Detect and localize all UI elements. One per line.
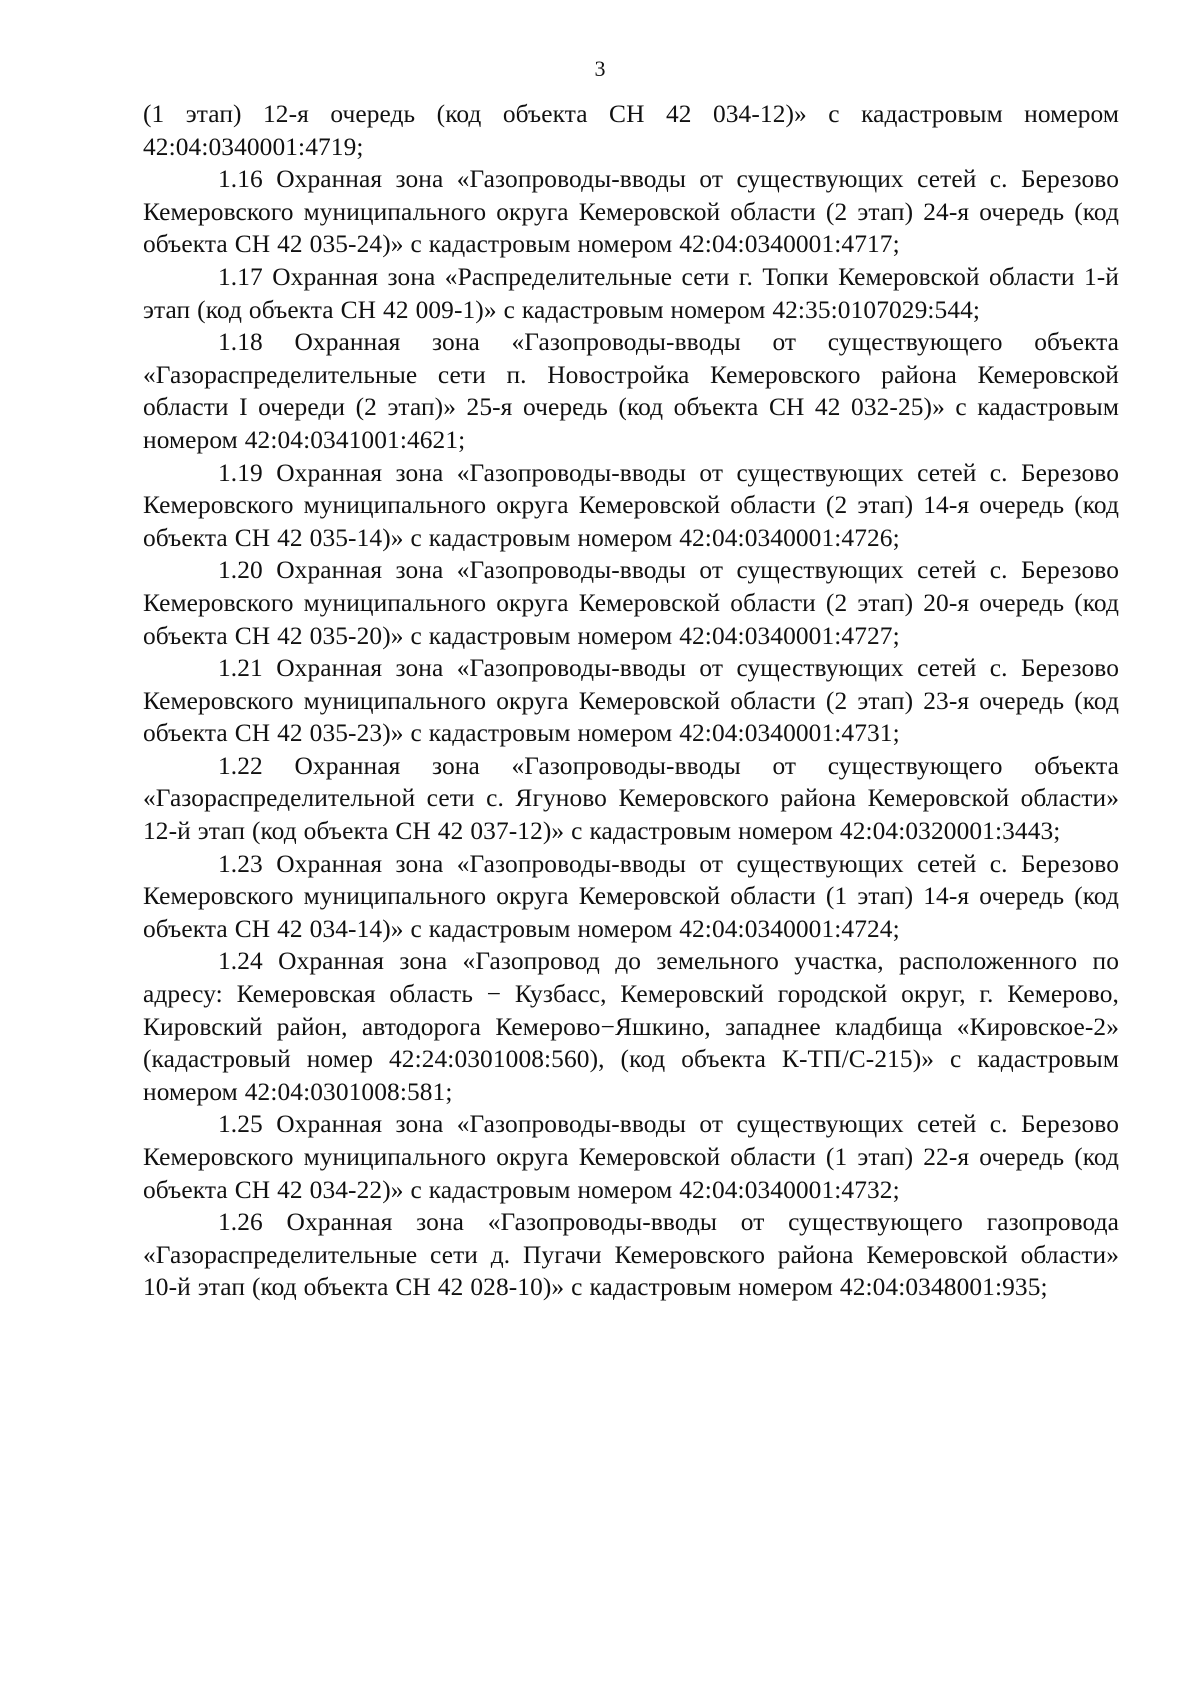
item-1-16: 1.16 Охранная зона «Газопроводы-вводы от существующих сетей с. Березово Кемеровского муниципального округа Кемеровской области (2 этап) 24-я очередь (код объекта СН 42 035-24)» с кадастровым номером 42:04:0340001:4717;: [143, 165, 1119, 259]
item-1-20: 1.20 Охранная зона «Газопроводы-вводы от существующих сетей с. Березово Кемеровского муниципального округа Кемеровской области (2 этап) 20-я очередь (код объекта СН 42 035-20)» с кадастровым номером 42:04:0340001:4727;: [143, 556, 1119, 650]
item-1-19: 1.19 Охранная зона «Газопроводы-вводы от существующих сетей с. Березово Кемеровского муниципального округа Кемеровской области (2 этап) 14-я очередь (код объекта СН 42 035-14)» с кадастровым номером 42:04:0340001:4726;: [143, 458, 1119, 552]
item-1-24: 1.24 Охранная зона «Газопровод до земельного участка, расположенного по адресу: Кемеровская область − Кузбасс, Кемеровский городской округ, г. Кемерово, Кировский район, автодорога Кемерово−Яшкино, западнее кладбища «Кировское-2» (кадастровый номер 42:24:0301008:560), (код объекта К-ТП/С-215)» с кадастровым номером 42:04:0301008:581;: [143, 947, 1119, 1106]
item-1-17: 1.17 Охранная зона «Распределительные сети г. Топки Кемеровской области 1-й этап (код объекта СН 42 009-1)» с кадастровым номером 42:35:0107029:544;: [143, 262, 1119, 324]
item-1-23: 1.23 Охранная зона «Газопроводы-вводы от существующих сетей с. Березово Кемеровского муниципального округа Кемеровской области (1 этап) 14-я очередь (код объекта СН 42 034-14)» с кадастровым номером 42:04:0340001:4724;: [143, 849, 1119, 943]
item-1-26: 1.26 Охранная зона «Газопроводы-вводы от существующего газопровода «Газораспределительные сети д. Пугачи Кемеровского района Кемеровской области» 10-й этап (код объекта СН 42 028-10)» с кадастровым номером 42:04:0348001:935;: [143, 1208, 1119, 1302]
continuation-paragraph: (1 этап) 12-я очередь (код объекта СН 42 034-12)» с кадастровым номером 42:04:0340001:4719;: [143, 100, 1119, 161]
item-1-18: 1.18 Охранная зона «Газопроводы-вводы от существующего объекта «Газораспределительные сети п. Новостройка Кемеровского района Кемеровской области I очереди (2 этап)» 25-я очередь (код объекта СН 42 032-25)» с кадастровым номером 42:04:0341001:4621;: [143, 328, 1119, 454]
document-body: [143, 98, 1119, 1304]
item-1-22: 1.22 Охранная зона «Газопроводы-вводы от существующего объекта «Газораспределительной сети с. Ягуново Кемеровского района Кемеровской области» 12-й этап (код объекта СН 42 037-12)» с кадастровым номером 42:04:0320001:3443;: [143, 751, 1119, 846]
page-number: 3: [594, 56, 606, 81]
item-1-21: 1.21 Охранная зона «Газопроводы-вводы от существующих сетей с. Березово Кемеровского муниципального округа Кемеровской области (2 этап) 23-я очередь (код объекта СН 42 035-23)» с кадастровым номером 42:04:0340001:4731;: [143, 654, 1119, 748]
item-1-25: 1.25 Охранная зона «Газопроводы-вводы от существующих сетей с. Березово Кемеровского муниципального округа Кемеровской области (1 этап) 22-я очередь (код объекта СН 42 034-22)» с кадастровым номером 42:04:0340001:4732;: [143, 1110, 1119, 1204]
